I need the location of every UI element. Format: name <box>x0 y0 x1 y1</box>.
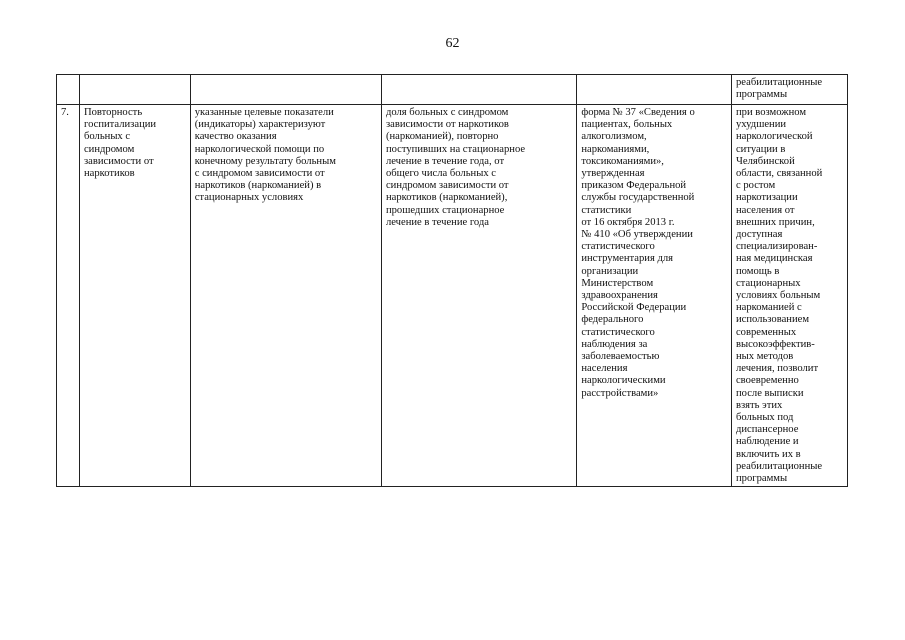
table-cell-risk-continuation: реабилитационные программы <box>731 75 847 105</box>
table-cell-empty <box>190 75 381 105</box>
table-cell-description: указанные целевые показатели (индикаторы) характеризуют качество оказания наркологической помощи по конечному результату больным с синдромом зависимости от наркотиков (наркоманией) в стационарных условиях <box>190 105 381 487</box>
table-cell-risk: при возможном ухудшении наркологической ситуации в Челябинской области, связанной с ростом наркотизации населения от внешних причин, доступная специализирован- ная медицинская помощь в стационарных условиях больным наркоманией с использованием современных высокоэффектив- ных методов лечения, позволит своевременно после выписки взять этих больных под диспансерное наблюдение и включить их в реабилитационные программы <box>731 105 847 487</box>
table-row-continuation <box>57 75 848 105</box>
table-cell-empty <box>57 75 80 105</box>
indicators-table <box>56 74 848 487</box>
table-cell-empty <box>79 75 190 105</box>
table-cell-source: форма № 37 «Сведения о пациентах, больных алкоголизмом, наркоманиями, токсикоманиями», утвержденная приказом Федеральной службы государственной статистики от 16 октября 2013 г. № 410 «Об утверждении статистического инструментария для организации Министерством здравоохранения Российской Федерации федерального статистического наблюдения за заболеваемостью населения наркологическими расстройствами» <box>577 105 732 487</box>
table-cell-indicator: Повторность госпитализации больных с синдромом зависимости от наркотиков <box>79 105 190 487</box>
table-cell-empty <box>381 75 576 105</box>
page-number: 62 <box>445 36 460 51</box>
table-cell-formula: доля больных с синдромом зависимости от наркотиков (наркоманией), повторно поступивших на стационарное лечение в течение года, от общего числа больных с синдромом зависимости от наркотиков (наркоманией), прошедших стационарное лечение в течение года <box>381 105 576 487</box>
table-cell-number: 7. <box>57 105 80 487</box>
table-cell-empty <box>577 75 732 105</box>
table-row <box>57 105 848 487</box>
